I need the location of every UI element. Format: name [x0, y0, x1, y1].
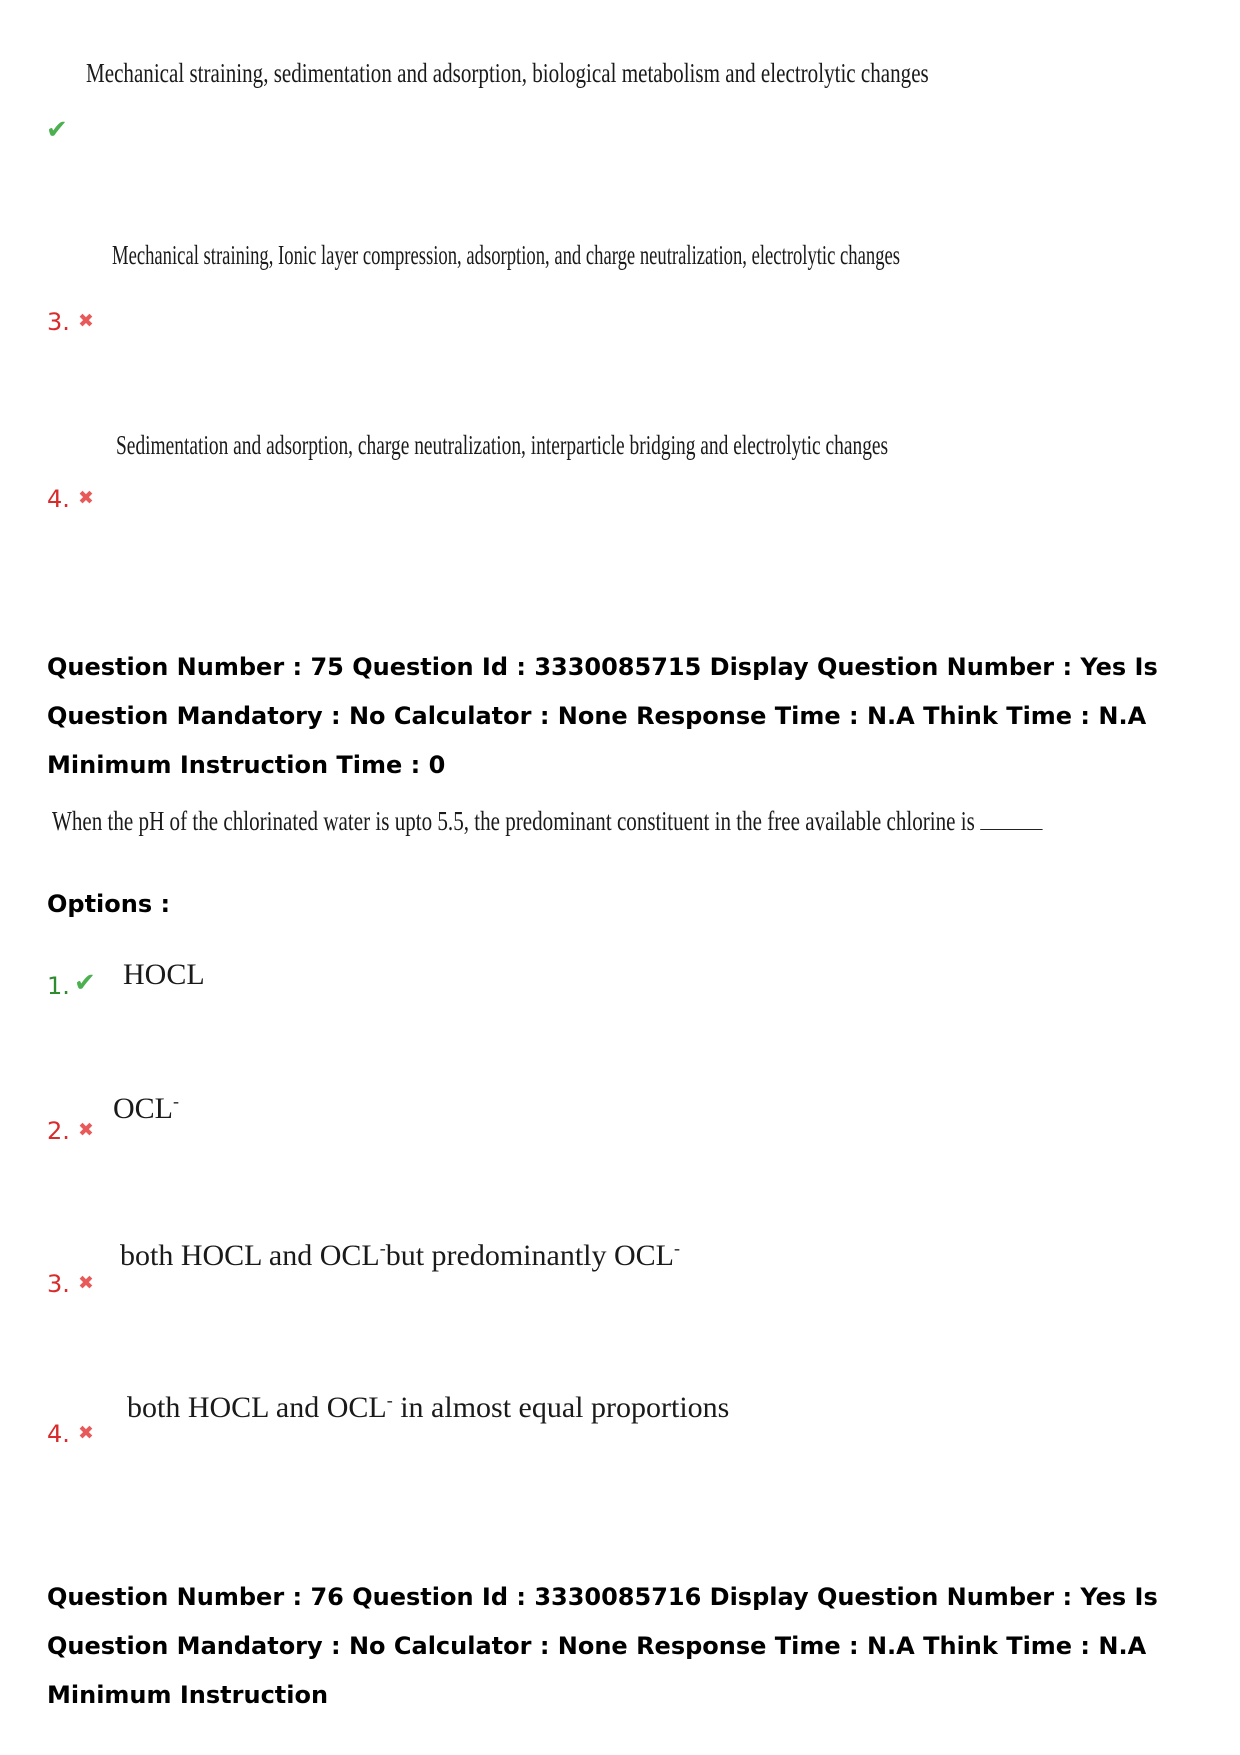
- options-label: Options :: [47, 890, 171, 918]
- prev-option-4-text: Sedimentation and adsorption, charge neutralization, interparticle bridging and electrolytic changes: [116, 430, 889, 460]
- cross-icon: ✖: [78, 487, 94, 509]
- option-3-part-a: both HOCL and OCL: [120, 1239, 380, 1272]
- option-3-text: [120, 1238, 680, 1273]
- checkmark-icon: ✔: [74, 968, 96, 998]
- option-number: 1.: [47, 972, 70, 1000]
- superscript-minus: -: [674, 1238, 680, 1258]
- cross-icon: ✖: [78, 310, 94, 332]
- option-number: 4.: [47, 485, 70, 513]
- superscript-minus: -: [386, 1390, 393, 1410]
- question-75-text: [52, 806, 1043, 837]
- option-2-main: OCL: [113, 1092, 173, 1125]
- question-76-meta: Question Number : 76 Question Id : 3330085716 Display Question Number : Yes Is Question Mandatory : No Calculator : None Response Time : N.A Think Time : N.A Minimum Instruction: [47, 1583, 1158, 1709]
- prev-option-3-text: Mechanical straining, Ionic layer compression, adsorption, and charge neutralization, electrolytic changes: [112, 240, 901, 270]
- option-3-part-b: but predominantly OCL: [385, 1239, 674, 1272]
- option-4-text: [127, 1390, 729, 1425]
- superscript-minus: -: [173, 1091, 179, 1111]
- cross-icon: ✖: [78, 1119, 94, 1141]
- question-75-meta: Question Number : 75 Question Id : 3330085715 Display Question Number : Yes Is Question Mandatory : No Calculator : None Response Time : N.A Think Time : N.A Minimum Instruction Time : 0: [47, 653, 1158, 779]
- option-4-part-a: both HOCL and OCL: [127, 1391, 387, 1424]
- option-number: 3.: [47, 1270, 70, 1298]
- option-2-text: [113, 1091, 179, 1126]
- cross-icon: ✖: [78, 1272, 94, 1294]
- prev-option-2-text: Mechanical straining, sedimentation and adsorption, biological metabolism and electrolytic changes: [86, 58, 929, 88]
- superscript-minus: -: [379, 1238, 386, 1258]
- option-number: 2.: [47, 1117, 70, 1145]
- option-number: 3.: [47, 308, 70, 336]
- question-text: When the pH of the chlorinated water is upto 5.5, the predominant constituent in the free available chlorine is: [52, 806, 975, 836]
- checkmark-icon: ✔: [46, 115, 68, 145]
- option-number: 4.: [47, 1420, 70, 1448]
- answer-blank: [980, 807, 1042, 830]
- option-4-part-b: in almost equal proportions: [392, 1391, 730, 1424]
- option-1-text: HOCL: [123, 958, 205, 991]
- cross-icon: ✖: [78, 1422, 94, 1444]
